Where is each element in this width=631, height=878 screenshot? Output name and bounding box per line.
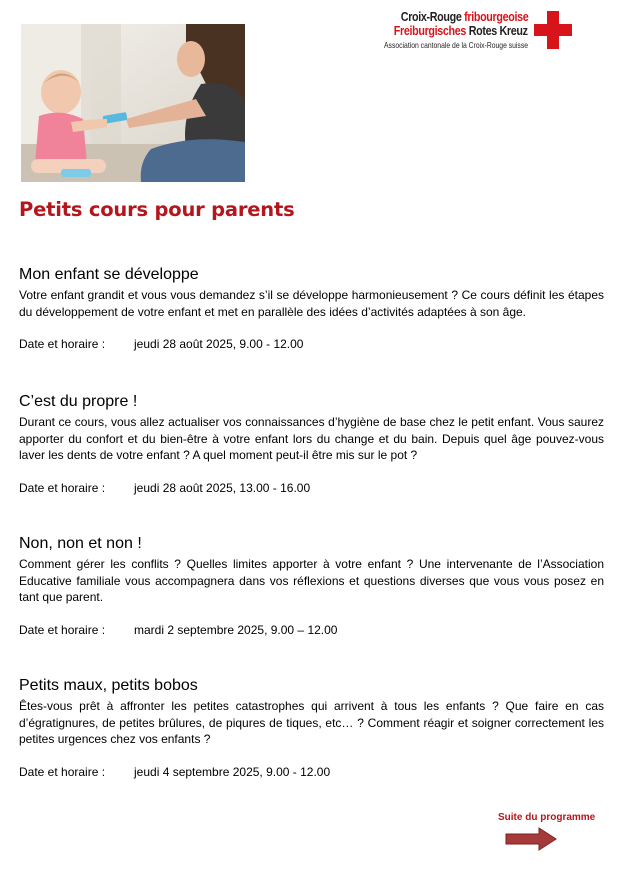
course-item bbox=[19, 676, 604, 779]
header-photo bbox=[21, 24, 245, 182]
date-label: Date et horaire : bbox=[19, 480, 106, 495]
course-title: Mon enfant se développe bbox=[19, 266, 199, 283]
course-description: Votre enfant grandit et vous vous demandez s’il se développe harmonieusement ? Ce cours définit les étapes du développement de votre enfant et met en parallèle des idées d’activités adaptées à son âge. bbox=[19, 288, 604, 319]
arrow-right-icon[interactable] bbox=[505, 827, 557, 851]
next-page-link[interactable]: Suite du programme bbox=[498, 812, 596, 823]
course-description: Êtes-vous prêt à affronter les petites catastrophes qui arrivent à tous les enfants ? Que faire en cas d’égratignures, de petites brûlures, de piqures de tiques, etc… ? Comment réagir et soigner correctement les petites urgences chez vos enfants ? bbox=[19, 699, 604, 746]
course-date bbox=[19, 765, 604, 779]
date-value: jeudi 4 septembre 2025, 9.00 - 12.00 bbox=[134, 764, 331, 779]
date-label: Date et horaire : bbox=[19, 337, 106, 351]
course-description: Comment gérer les conflits ? Quelles limites apporter à votre enfant ? Une intervenante de l’Association Educative familiale vous accompagnera dans vos réflexions et questions diverses que vous vous posez en tant que parent. bbox=[19, 557, 604, 604]
course-item bbox=[19, 392, 604, 495]
course-date bbox=[19, 481, 604, 495]
logo-line-3: Association cantonale de la Croix-Rouge suisse bbox=[383, 40, 528, 50]
course-title: Non, non et non ! bbox=[19, 535, 142, 552]
date-label: Date et horaire : bbox=[19, 764, 106, 779]
mother-and-baby-photo bbox=[21, 24, 245, 182]
course-title: Petits maux, petits bobos bbox=[19, 677, 198, 694]
date-value: mardi 2 septembre 2025, 9.00 – 12.00 bbox=[134, 622, 338, 637]
course-date bbox=[19, 337, 604, 351]
page-title: Petits cours pour parents bbox=[19, 198, 295, 221]
course-date bbox=[19, 623, 604, 637]
red-cross-icon bbox=[534, 11, 572, 49]
date-value: jeudi 28 août 2025, 13.00 - 16.00 bbox=[134, 480, 311, 495]
logo-line-2: Freiburgisches Rotes Kreuz bbox=[394, 24, 528, 38]
date-value: jeudi 28 août 2025, 9.00 - 12.00 bbox=[134, 337, 304, 351]
course-item bbox=[19, 534, 604, 637]
croix-rouge-logo bbox=[380, 8, 575, 54]
course-description: Durant ce cours, vous allez actualiser vos connaissances d’hygiène de base chez le petit enfant. Vous saurez apporter du confort et du bien-être à votre enfant lors du change et du bain. Depuis quel âge pouvez-vous laver les dents de votre enfant ? A quel moment peut-il être mis sur le pot ? bbox=[19, 415, 604, 462]
course-item bbox=[19, 265, 604, 351]
logo-line-1: Croix-Rouge fribourgeoise bbox=[400, 10, 528, 24]
course-title: C’est du propre ! bbox=[19, 393, 138, 410]
date-label: Date et horaire : bbox=[19, 622, 106, 637]
